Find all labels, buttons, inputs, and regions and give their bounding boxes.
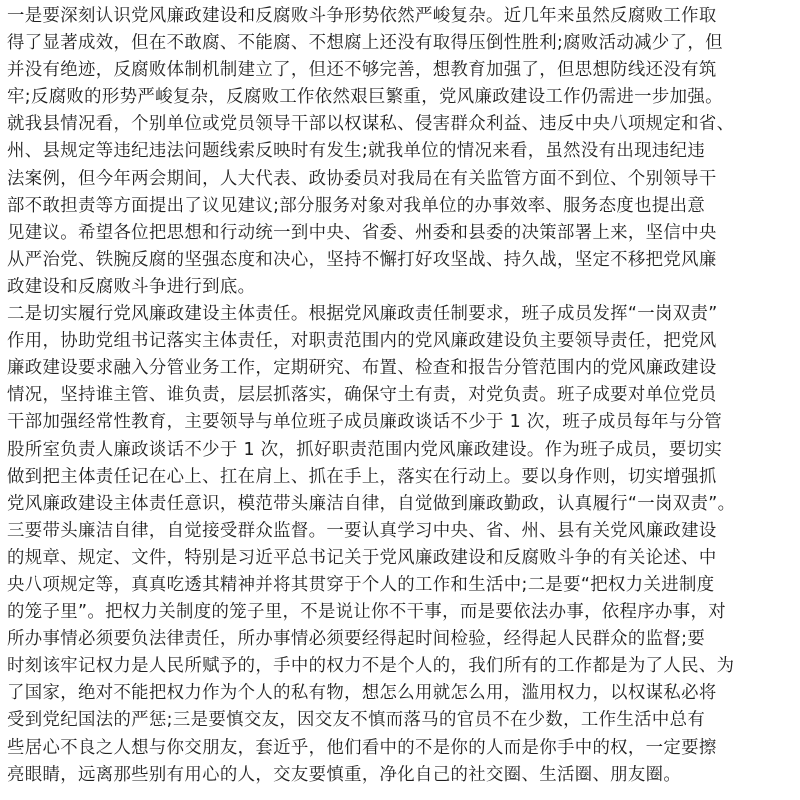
text-line: 受到党纪国法的严惩;三是要慎交友，因交友不慎而落马的官员不在少数，工作生活中总有 [7,710,706,731]
text-line: 州、县规定等违纪违法问题线索反映时有发生;就我单位的情况来看，虽然没有出现违纪违 [7,141,706,162]
text-line: 作用，协助党组书记落实主体责任，对职责范围内的党风廉政建设负主要领导责任，把党风 [7,331,717,352]
text-line: 得了显著成效，但在不敢腐、不能腐、不想腐上还没有取得压倒性胜利;腐败活动减少了，但 [7,33,723,54]
text-line: 廉政建设要求融入分管业务工作，定期研究、布置、检查和报告分管范围内的党风廉政建设 [7,358,717,379]
text-line: 所办事情必须要负法律责任，所办事情必须要经得起时间检验，经得起人民群众的监督;要 [7,629,706,650]
text-line: 就我县情况看，个别单位或党员领导干部以权谋私、侵害群众利益、违反中央八项规定和省、 [7,114,735,135]
text-line: 股所室负责人廉政谈话不少于 1 次，抓好职责范围内党风廉政建设。作为班子成员，要切实 [7,439,723,460]
text-line: 党风廉政建设主体责任意识，模范带头廉洁自律，自觉做到廉政勤政，认真履行“一岗双责”。 [7,493,736,514]
text-line: 三要带头廉洁自律，自觉接受群众监督。一要认真学习中央、省、州、县有关党风廉政建设 [7,520,717,541]
text-line: 部不敢担责等方面提出了议见建议;部分服务对象对我单位的办事效率、服务态度也提出意 [7,195,706,216]
text-line: 情况，坚持谁主管、谁负责，层层抓落实，确保守土有责，对党负责。班子成要对单位党员 [7,385,717,406]
text-line: 二是切实履行党风廉政建设主体责任。根据党风廉政责任制要求，班子成员发挥“一岗双责” [7,304,718,325]
text-line: 见建议。希望各位把思想和行动统一到中央、省委、州委和县委的决策部署上来，坚信中央 [7,222,717,243]
text-line: 干部加强经常性教育，主要领导与单位班子成员廉政谈话不少于 1 次，班子成员每年与分管 [7,412,723,433]
text-line: 些居心不良之人想与你交朋友，套近乎，他们看中的不是你的人而是你手中的权，一定要擦 [7,737,717,758]
text-line: 的规章、规定、文件，特别是习近平总书记关于党风廉政建设和反腐败斗争的有关论述、中 [7,547,717,568]
document-body [7,3,797,789]
text-line: 从严治党、铁腕反腐的坚强态度和决心，坚持不懈打好攻坚战、持久战，坚定不移把党风廉 [7,249,717,270]
text-line: 一是要深刻认识党风廉政建设和反腐败斗争形势依然严峻复杂。近几年来虽然反腐败工作取 [7,6,717,26]
text-line: 央八项规定等，真真吃透其精神并将其贯穿于个人的工作和生活中;二是要“把权力关进制度 [7,574,715,595]
text-line: 法案例，但今年两会期间，人大代表、政协委员对我局在有关监管方面不到位、个别领导干 [7,168,717,189]
text-line: 时刻该牢记权力是人民所赋予的，手中的权力不是个人的，我们所有的工作都是为了人民、为 [7,656,735,677]
text-line: 牢;反腐败的形势严峻复杂，反腐败工作依然艰巨繁重，党风廉政建设工作仍需进一步加强。 [7,87,723,108]
text-line: 并没有绝迹，反腐败体制机制建立了，但还不够完善，想教育加强了，但思想防线还没有筑 [7,60,717,81]
text-line: 的笼子里”。把权力关制度的笼子里，不是说让你不干事，而是要依法办事，依程序办事，对 [7,602,726,623]
text-line: 亮眼睛，远离那些别有用心的人，交友要慎重，净化自己的社交圈、生活圈、朋友圈。 [7,764,682,785]
text-line: 做到把主体责任记在心上、扛在肩上、抓在手上，落实在行动上。要以身作则，切实增强抓 [7,466,717,487]
text-line: 了国家，绝对不能把权力作为个人的私有物，想怎么用就怎么用，滥用权力，以权谋私必将 [7,683,717,704]
text-line: 政建设和反腐败斗争进行到底。 [7,276,256,297]
